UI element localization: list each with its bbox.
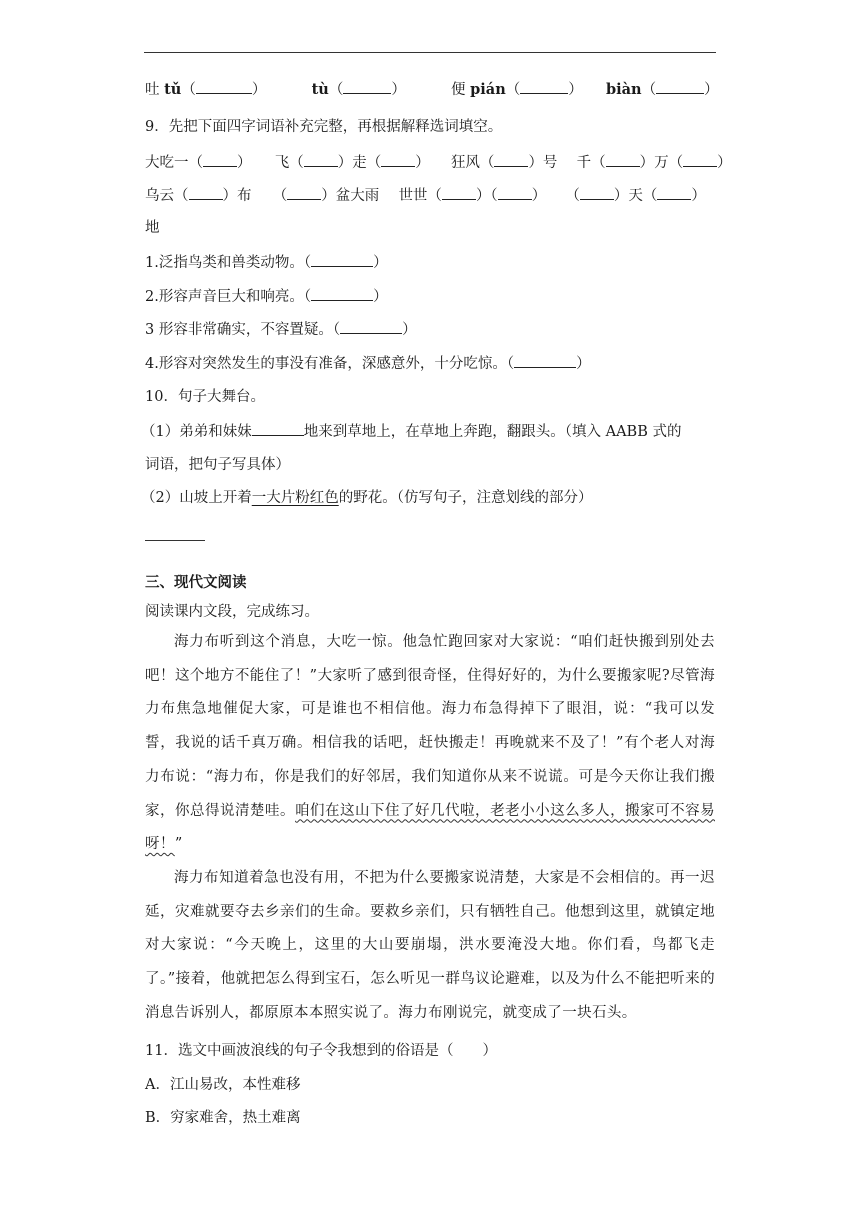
passage-paragraph-1: 海力布听到这个消息，大吃一惊。他急忙跑回家对大家说：“咱们赶快搬到别处去吧！这个地方不能住了！”大家听了感到很奇怪，住得好好的，为什么要搬家呢?尽管海力布焦急地催促大家，可是谁也不相信他。海力布急得掉下了眼泪，说：“我可以发誓，我说的话千真万确。相信我的话吧，赶快搬走！再晚就来不及了！”有个老人对海力布说：“海力布，你是我们的好邻居，我们知道你从来不说谎。可是今天你让我们搬家，你总得说清楚哇。咱们在这山下住了好几代啦，老老小小这么多人，搬家可不容易呀！” bbox=[145, 634, 715, 853]
q10-part-2: （2）山坡上开着一大片粉红色的野花。（仿写句子，注意划线的部分） bbox=[141, 490, 593, 506]
answer-blank[interactable] bbox=[520, 79, 568, 94]
pinyin-tu4: tù bbox=[311, 81, 329, 98]
underlined-phrase: 一大片粉红色 bbox=[251, 490, 339, 506]
answer-blank[interactable] bbox=[287, 185, 321, 200]
answer-blank[interactable] bbox=[498, 185, 532, 200]
answer-blank[interactable] bbox=[304, 152, 338, 167]
q9-def-4: 4.形容对突然发生的事没有准备，深感意外，十分吃惊。（ ） bbox=[145, 353, 591, 374]
q9-idiom-row-1: 大吃一（ ） 飞（ ）走（ ） 狂风（ ）号 千（ ）万（ ） bbox=[145, 152, 732, 173]
answer-blank[interactable] bbox=[514, 353, 576, 368]
answer-blank[interactable] bbox=[311, 252, 373, 267]
section-intro: 阅读课内文段，完成练习。 bbox=[145, 604, 319, 620]
q10-part-1: （1）弟弟和妹妹 地来到草地上，在草地上奔跑，翻跟头。（填入 AABB 式的 bbox=[141, 421, 681, 442]
q11-option-b[interactable]: B．穷家难舍，热土难离 bbox=[145, 1110, 301, 1126]
q11-title: 11．选文中画波浪线的句子令我想到的俗语是（ ） bbox=[145, 1043, 497, 1059]
q10-part-1-cont: 词语，把句子写具体） bbox=[145, 457, 290, 473]
answer-blank[interactable] bbox=[442, 185, 476, 200]
q9-idiom-row-2: 乌云（ ）布 （ ）盆大雨 世世（ ）（ ） （ ）天（ ） bbox=[145, 185, 706, 206]
answer-blank[interactable] bbox=[494, 152, 528, 167]
q11-option-a[interactable]: A．江山易改，本性难移 bbox=[145, 1077, 301, 1093]
q9-idiom-row-3: 地 bbox=[145, 220, 160, 236]
q9-title: 9．先把下面四字词语补充完整，再根据解释选词填空。 bbox=[145, 119, 503, 135]
answer-blank[interactable] bbox=[381, 152, 415, 167]
q9-def-1: 1.泛指鸟类和兽类动物。（ ） bbox=[145, 252, 388, 273]
answer-blank[interactable] bbox=[196, 79, 252, 94]
q9-def-2: 2.形容声音巨大和响亮。（ ） bbox=[145, 286, 388, 307]
answer-blank[interactable] bbox=[657, 185, 691, 200]
pinyin-pian: pián bbox=[470, 81, 506, 98]
answer-blank[interactable] bbox=[343, 79, 391, 94]
answer-blank[interactable] bbox=[683, 152, 717, 167]
char-tu: 吐 bbox=[145, 82, 160, 98]
answer-blank[interactable] bbox=[606, 152, 640, 167]
answer-blank[interactable] bbox=[656, 79, 704, 94]
q9-def-3: 3 形容非常确实，不容置疑。（ ） bbox=[145, 319, 417, 340]
answer-blank[interactable] bbox=[189, 185, 223, 200]
answer-blank[interactable] bbox=[580, 185, 614, 200]
answer-line[interactable] bbox=[145, 540, 205, 541]
q10-title: 10．句子大舞台。 bbox=[145, 389, 265, 405]
top-rule bbox=[144, 52, 716, 53]
pinyin-row: 吐 tǔ（ ） tù（ ） 便 pián（ ） biàn（ ） bbox=[145, 81, 719, 98]
pinyin-tu3: tǔ bbox=[164, 81, 182, 98]
pinyin-bian: biàn bbox=[605, 81, 642, 98]
answer-blank[interactable] bbox=[252, 421, 304, 436]
answer-blank[interactable] bbox=[203, 152, 237, 167]
section-heading: 三、现代文阅读 bbox=[145, 574, 247, 591]
answer-blank[interactable] bbox=[340, 319, 402, 334]
char-bian: 便 bbox=[451, 82, 466, 98]
passage-paragraph-2: 海力布知道着急也没有用，不把为什么要搬家说清楚，大家是不会相信的。再一迟延，灾难就要夺去乡亲们的生命。要救乡亲们，只有牺牲自己。他想到这里，就镇定地对大家说：“今天晚上，这里的大山要崩塌，洪水要淹没大地。你们看，鸟都飞走了。”接着，他就把怎么得到宝石，怎么听见一群鸟议论避难，以及为什么不能把听来的消息告诉别人，都原原本本照实说了。海力布刚说完，就变成了一块石头。 bbox=[145, 869, 715, 1021]
answer-blank[interactable] bbox=[311, 286, 373, 301]
reading-passage bbox=[145, 626, 715, 1030]
wavy-underlined-sentence: 咱们在这山下住了好几代啦，老老小小这么多人，搬家可不容易呀！ bbox=[145, 802, 715, 853]
